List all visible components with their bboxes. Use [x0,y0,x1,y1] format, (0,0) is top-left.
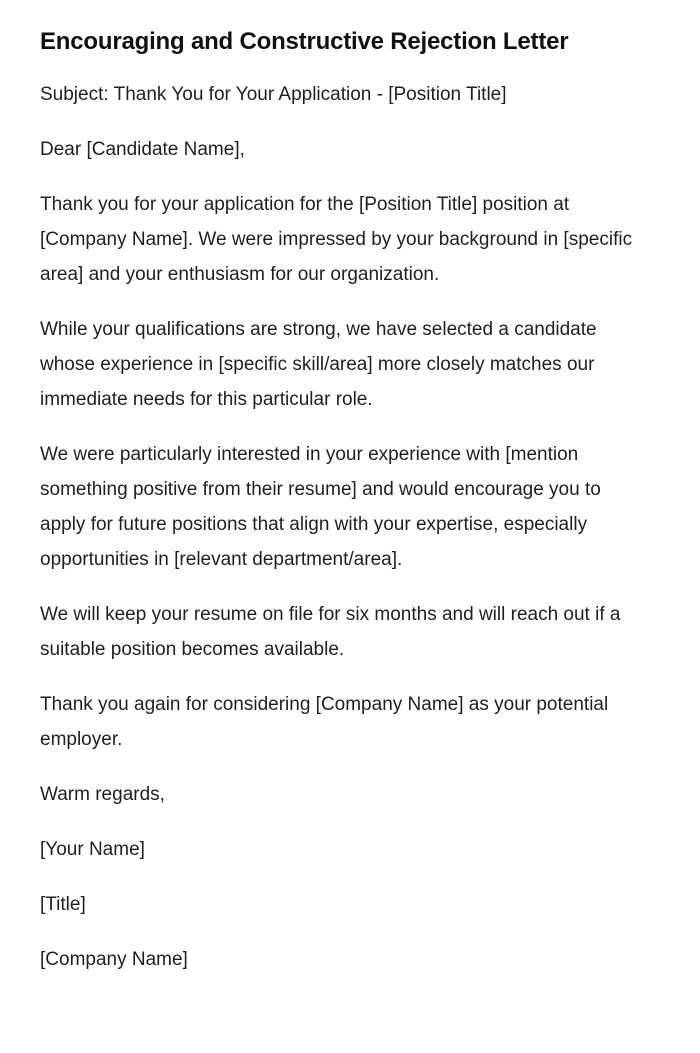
closing-line: Warm regards, [40,784,165,806]
letter-paragraph: While your qualifications are strong, we have selected a candidate whose experience in [specific skill/area] more closely matches our immediate needs for this particular role. [40,319,597,411]
signature-company: [Company Name] [40,949,188,971]
page-title: Encouraging and Constructive Rejection Letter [40,28,569,55]
letter-paragraph: Thank you for your application for the [Position Title] position at [Company Name]. We were impressed by your background in [specific area] and your enthusiasm for our organization. [40,194,633,286]
salutation: Dear [Candidate Name], [40,139,245,161]
letter-paragraph: We were particularly interested in your experience with [mention something positive from their resume] and would encourage you to apply for future positions that align with your expertise, especially opportunities in [relevant department/area]. [40,444,601,571]
subject-line: Subject: Thank You for Your Application - [Position Title] [40,84,507,106]
signature-name: [Your Name] [40,839,145,861]
letter-paragraph: We will keep your resume on file for six months and will reach out if a suitable position becomes available. [40,604,621,661]
letter-paragraph: Thank you again for considering [Company Name] as your potential employer. [40,694,609,751]
letter-body [40,77,660,977]
signature-title: [Title] [40,894,86,916]
